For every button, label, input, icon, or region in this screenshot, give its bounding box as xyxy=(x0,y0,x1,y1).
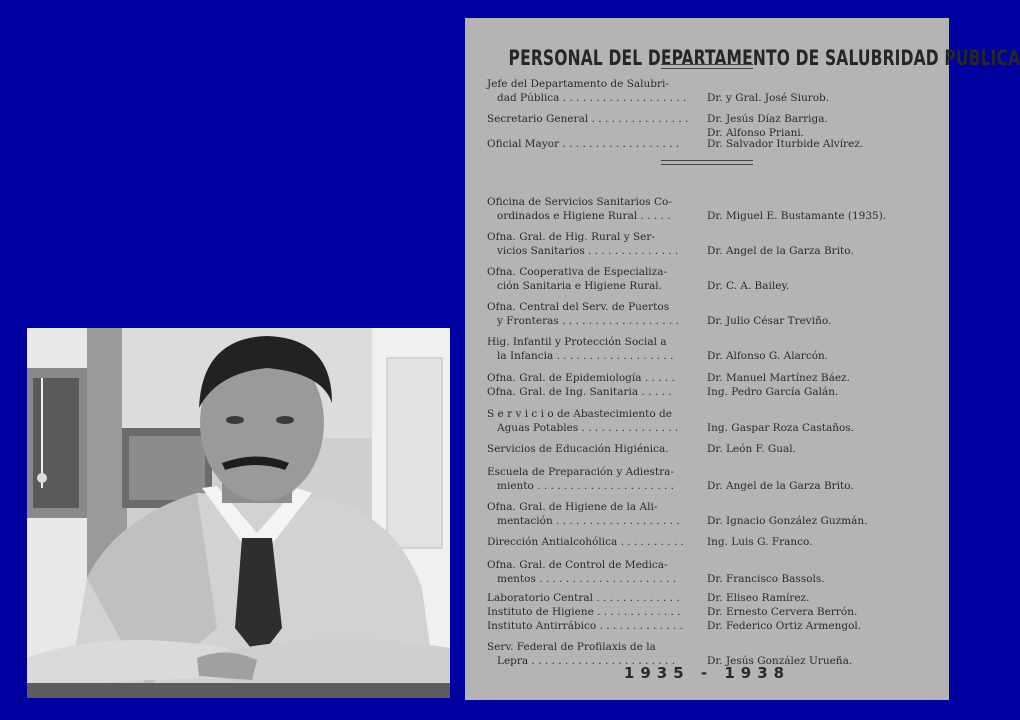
official-line: Dr. Eliseo Ramírez. xyxy=(707,592,810,604)
document-title: PERSONAL DEL DEPARTAMENTO DE SALUBRIDAD PUBLICA xyxy=(508,46,1020,70)
department-name xyxy=(487,620,692,634)
official-name xyxy=(707,606,927,620)
department-name xyxy=(487,536,692,550)
department-name xyxy=(487,443,692,457)
department-name xyxy=(487,113,692,127)
department-line: miento . . . . . . . . . . . . . . . . . . . . . xyxy=(497,479,675,492)
official-name xyxy=(707,620,927,634)
official-name xyxy=(707,559,927,586)
official-name xyxy=(707,501,927,528)
department-line: Laboratorio Central . . . . . . . . . . . . . xyxy=(487,592,680,604)
section-divider xyxy=(661,160,753,165)
department-name xyxy=(487,592,692,606)
document-page xyxy=(465,18,1020,700)
official-line: Dr. Julio César Treviño. xyxy=(707,314,832,327)
official-line xyxy=(707,336,927,350)
official-line xyxy=(707,231,927,245)
department-name xyxy=(487,301,692,328)
department-line: Ofna. Cooperativa de Especializa- xyxy=(487,266,668,278)
official-name xyxy=(707,443,927,457)
department-name xyxy=(487,386,692,400)
department-line: mentación . . . . . . . . . . . . . . . . . . . xyxy=(497,514,680,527)
official-line: Dr. Manuel Martínez Báez. xyxy=(707,372,850,384)
years-footer: 1935 - 1938 xyxy=(623,664,791,682)
official-name xyxy=(707,336,927,363)
official-line xyxy=(707,408,927,422)
official-line: Dr. Angel de la Garza Brito. xyxy=(707,244,854,257)
department-line: Ofna. Gral. de Control de Medica- xyxy=(487,559,668,571)
department-line: Instituto Antirrábico . . . . . . . . . . . . . xyxy=(487,620,684,632)
department-name xyxy=(487,466,692,493)
department-line: Hig. Infantil y Protección Social a xyxy=(487,336,667,348)
official-name xyxy=(707,592,927,606)
department-name xyxy=(487,266,692,293)
department-name xyxy=(487,231,692,258)
official-line: Ing. Gaspar Roza Castaños. xyxy=(707,421,855,434)
department-line: Oficial Mayor . . . . . . . . . . . . . . . . . . xyxy=(487,138,680,150)
department-name xyxy=(487,559,692,586)
official-line: Dr. Alfonso Priani. xyxy=(707,126,805,139)
department-line: Dirección Antialcohólica . . . . . . . . . . xyxy=(487,536,684,548)
department-line: ordinados e Higiene Rural . . . . . xyxy=(497,209,671,222)
department-line: Instituto de Higiene . . . . . . . . . . . . . xyxy=(487,606,681,618)
official-line: Dr. Ernesto Cervera Berrón. xyxy=(707,606,858,618)
department-name xyxy=(487,138,692,152)
department-line: y Fronteras . . . . . . . . . . . . . . . . . . xyxy=(497,314,679,327)
department-line: Jefe del Departamento de Salubri- xyxy=(487,78,669,90)
portrait-illustration xyxy=(27,328,450,698)
official-line: Dr. Ignacio González Guzmán. xyxy=(707,514,868,527)
official-line xyxy=(707,559,927,573)
department-line: Serv. Federal de Profilaxis de la xyxy=(487,641,656,653)
department-line: Ofna. Gral. de Epidemiología . . . . . xyxy=(487,372,675,384)
official-name xyxy=(707,113,927,140)
official-name xyxy=(707,138,927,152)
official-line: Dr. C. A. Bailey. xyxy=(707,279,790,292)
official-line xyxy=(707,266,927,280)
department-name xyxy=(487,196,692,223)
department-line: Oficina de Servicios Sanitarios Co- xyxy=(487,196,672,208)
department-name xyxy=(487,501,692,528)
official-name xyxy=(707,408,927,435)
official-name xyxy=(707,78,927,105)
title-divider xyxy=(661,64,753,69)
official-line: Ing. Pedro García Galán. xyxy=(707,386,839,398)
department-line: Ofna. Central del Serv. de Puertos xyxy=(487,301,670,313)
official-name xyxy=(707,536,927,550)
department-name xyxy=(487,78,692,105)
department-line: Lepra . . . . . . . . . . . . . . . . . . . . . . xyxy=(497,654,676,667)
department-line: Ofna. Gral. de Hig. Rural y Ser- xyxy=(487,231,655,243)
official-line xyxy=(707,641,927,655)
department-line: Ofna. Gral. de Higiene de la Ali- xyxy=(487,501,658,513)
department-line: Ofna. Gral. de Ing. Sanitaria . . . . . xyxy=(487,386,672,398)
official-line: Dr. León F. Gual. xyxy=(707,443,796,455)
department-line: ción Sanitaria e Higiene Rural. xyxy=(497,279,663,292)
department-line: la Infancia . . . . . . . . . . . . . . . . . . xyxy=(497,349,674,362)
department-line: vicios Sanitarios . . . . . . . . . . . . . . xyxy=(497,244,679,257)
official-line xyxy=(707,196,927,210)
official-line: Dr. y Gral. José Siurob. xyxy=(707,91,830,104)
official-line: Dr. Salvador Iturbide Alvírez. xyxy=(707,138,864,150)
official-line: Dr. Jesús Díaz Barriga. xyxy=(707,113,828,125)
official-line: Dr. Francisco Bassols. xyxy=(707,572,825,585)
official-line: Dr. Alfonso G. Alarcón. xyxy=(707,349,829,362)
official-line: Dr. Miguel E. Bustamante (1935). xyxy=(707,209,887,222)
department-line: mentos . . . . . . . . . . . . . . . . . . . . . xyxy=(497,572,677,585)
official-line: Dr. Angel de la Garza Brito. xyxy=(707,479,854,492)
official-line xyxy=(707,78,927,92)
official-line: Dr. Jesús González Urueña. xyxy=(707,654,853,667)
department-name xyxy=(487,408,692,435)
official-line: Ing. Luis G. Franco. xyxy=(707,536,813,548)
department-line: S e r v i c i o de Abastecimiento de xyxy=(487,408,672,420)
official-name xyxy=(707,466,927,493)
official-name xyxy=(707,196,927,223)
department-line: Servicios de Educación Higiénica. xyxy=(487,443,669,455)
department-name xyxy=(487,372,692,386)
department-line: dad Pública . . . . . . . . . . . . . . . . . . . xyxy=(497,91,687,104)
official-line xyxy=(707,466,927,480)
official-name xyxy=(707,231,927,258)
official-name xyxy=(707,386,927,400)
official-name xyxy=(707,372,927,386)
portrait-photo xyxy=(27,328,450,698)
official-line: Dr. Federico Ortiz Armengol. xyxy=(707,620,862,632)
official-name xyxy=(707,301,927,328)
official-name xyxy=(707,266,927,293)
department-line: Escuela de Preparación y Adiestra- xyxy=(487,466,674,478)
department-name xyxy=(487,606,692,620)
department-line: Aguas Potables . . . . . . . . . . . . . . . xyxy=(497,421,679,434)
official-line xyxy=(707,301,927,315)
department-name xyxy=(487,336,692,363)
department-line: Secretario General . . . . . . . . . . . . . . . xyxy=(487,113,689,125)
official-line xyxy=(707,501,927,515)
